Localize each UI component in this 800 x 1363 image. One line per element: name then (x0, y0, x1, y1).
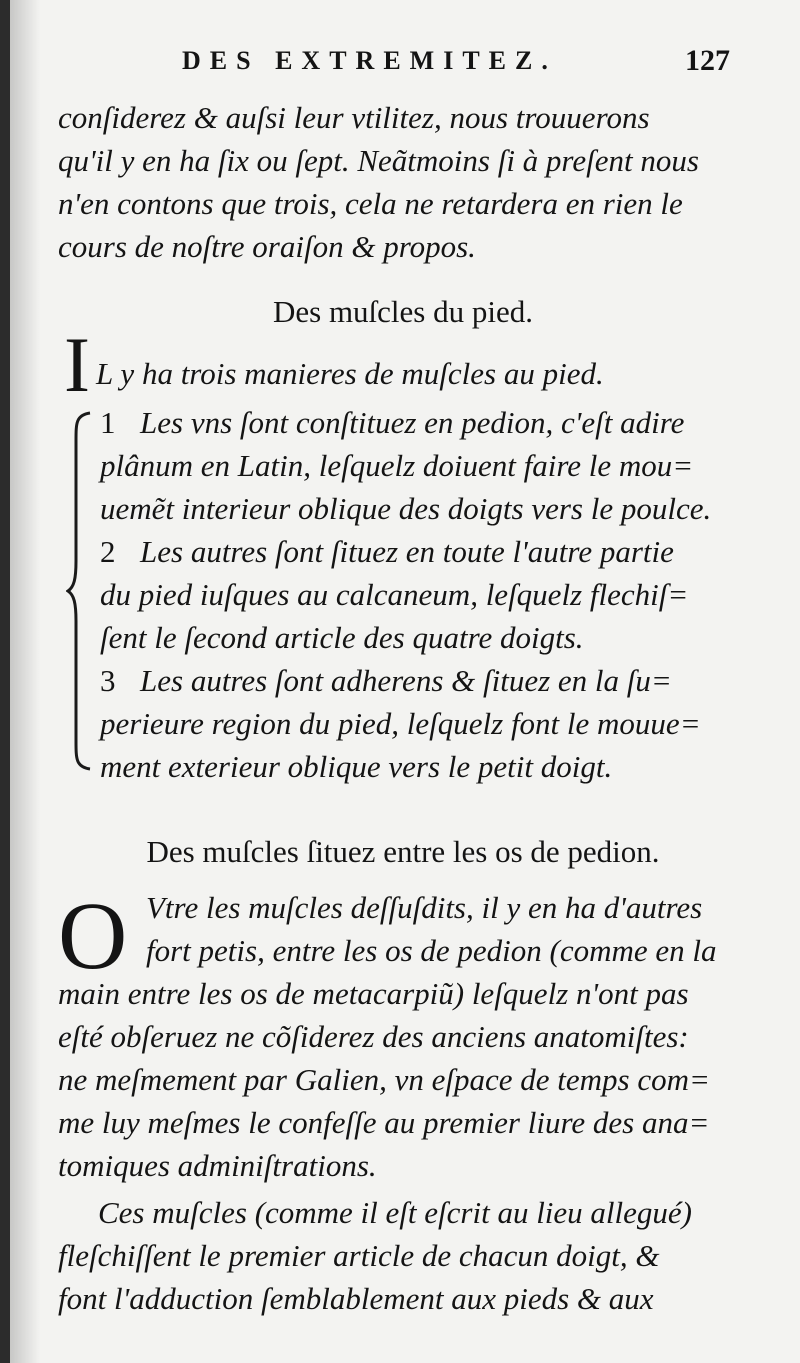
curly-brace (66, 411, 96, 771)
text-line: Les vns ſont conſtituez en pedion, c'eſt adire (140, 405, 685, 440)
text-line: fort petis, entre les os de pedion (comme en la (146, 933, 717, 968)
item-number: 3 (100, 663, 116, 698)
text-line: n'en contons que trois, cela ne retardera en rien le (58, 186, 683, 221)
text-line: qu'il y en ha ſix ou ſept. Neãtmoins ſi à preſent nous (58, 143, 699, 178)
intro-paragraph (58, 96, 748, 268)
page-text-block (58, 38, 748, 1320)
text-line: font l'adduction ſemblablement aux pieds & aux (58, 1281, 654, 1316)
text-line: fleſchiſſent le premier article de chacun doigt, & (58, 1238, 660, 1273)
second-paragraph (58, 1191, 748, 1320)
text-line: cours de noſtre oraiſon & propos. (58, 229, 476, 264)
text-line: tomiques adminiſtrations. (58, 1148, 377, 1183)
drop-cap-letter: I (64, 321, 90, 408)
running-head-title: DES EXTREMITEZ. (182, 46, 557, 75)
text-line: L y ha trois manieres de muſcles au pied. (96, 356, 604, 391)
item-number: 1 (100, 405, 116, 440)
page-number: 127 (685, 44, 730, 77)
text-line: conſiderez & auſsi leur vtilitez, nous trouuerons (58, 100, 650, 135)
text-line: eſté obſeruez ne cõſiderez des anciens anatomiſtes: (58, 1019, 689, 1054)
text-line: main entre les os de metacarpiũ) leſquelz n'ont pas (58, 976, 689, 1011)
text-line: du pied iuſques au calcaneum, leſquelz flechiſ= (100, 577, 689, 612)
text-line: me luy meſmes le confeſſe au premier liure des ana= (58, 1105, 710, 1140)
list-item (100, 659, 748, 788)
text-line: Ces muſcles (comme il eſt eſcrit au lieu allegué) (98, 1195, 692, 1230)
section-heading-muscles-between-bones: Des muſcles ſituez entre les os de pedion. (146, 834, 660, 869)
text-line: perieure region du pied, leſquelz font le mouue= (100, 706, 701, 741)
text-line: Les autres ſont ſituez en toute l'autre partie (140, 534, 674, 569)
item-number: 2 (100, 534, 116, 569)
list-item (100, 530, 748, 659)
running-head (58, 38, 748, 96)
text-line: Vtre les muſcles deſſuſdits, il y en ha d'autres (146, 890, 703, 925)
muscle-types-list (58, 401, 748, 788)
drop-cap-letter: O (58, 882, 128, 989)
text-line: uemẽt interieur oblique des doigts vers le poulce. (100, 491, 712, 526)
text-line: ne meſmement par Galien, vn eſpace de temps com= (58, 1062, 710, 1097)
first-line-with-dropcap (58, 321, 748, 408)
text-line: ment exterieur oblique vers le petit doigt. (100, 749, 613, 784)
text-line: ſent le ſecond article des quatre doigts. (100, 620, 584, 655)
text-line: Les autres ſont adherens & ſituez en la ſu= (140, 663, 672, 698)
section-heading-muscles-of-foot: Des muſcles du pied. (272, 294, 533, 329)
text-line: plânum en Latin, leſquelz doiuent faire le mou= (100, 448, 694, 483)
list-item (100, 401, 748, 530)
paragraph-with-dropcap (58, 882, 748, 1187)
